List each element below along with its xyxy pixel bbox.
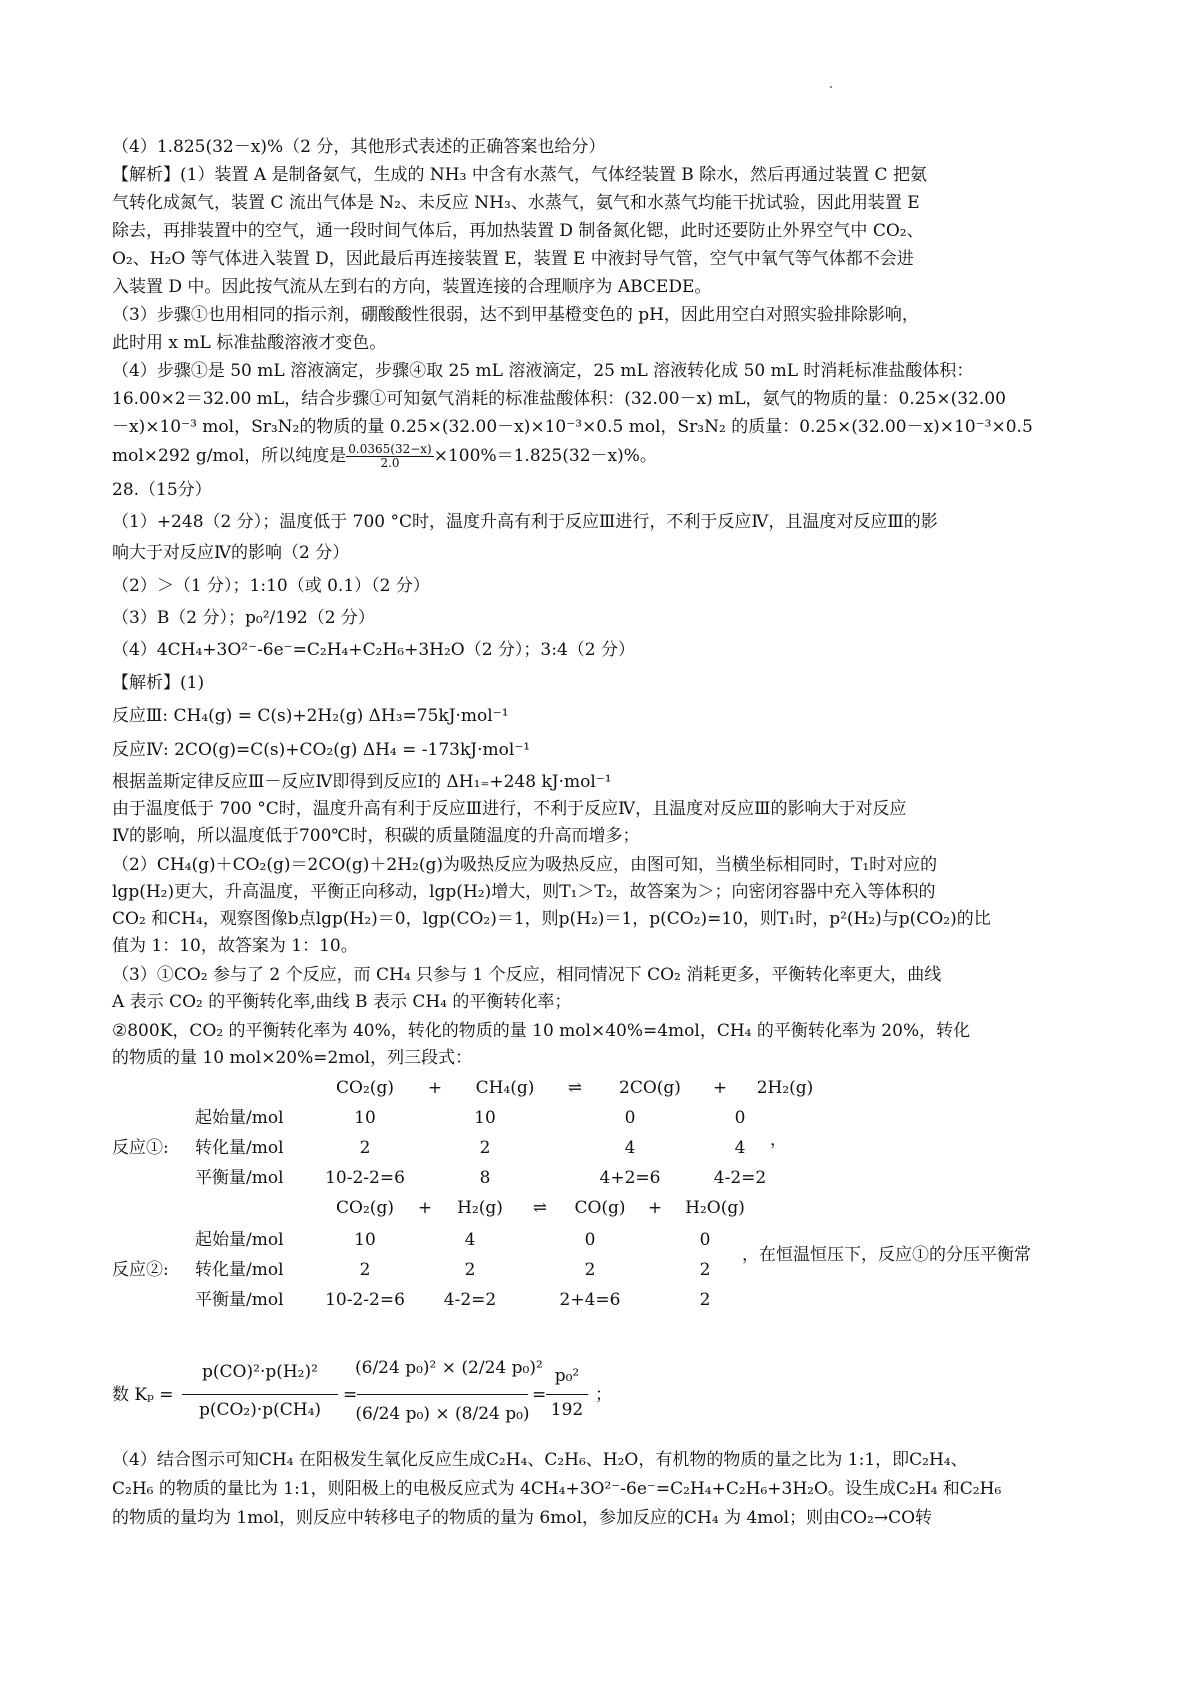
analysis-line: （4）步骤①是 50 mL 溶液滴定，步骤④取 25 mL 溶液滴定，25 mL 溶液转化成 50 mL 时消耗标准盐酸体积： (112, 361, 974, 381)
purity-fraction (346, 443, 433, 470)
analysis-line: （4）结合图示可知CH₄ 在阳极发生氧化反应生成C₂H₄、C₂H₆、H₂O，有机物的物质的量之比为 1:1，即C₂H₄、 (112, 1450, 968, 1470)
table2-trailing-text: ，在恒温恒压下，反应①的分压平衡常 (742, 1245, 1031, 1265)
analysis-line: 由于温度低于 700 °C时，温度升高有利于反应Ⅲ进行，不利于反应Ⅳ，且温度对反应Ⅲ的影响大于对反应 (112, 799, 907, 819)
answer-28-4: （4）4CH₄+3O²⁻-6e⁻=C₂H₄+C₂H₆+3H₂O（2 分）；3:4（2 分） (112, 640, 636, 660)
reaction-label-2: 反应②: (112, 1260, 169, 1280)
table-header-cell: + (712, 1078, 728, 1098)
analysis-line: lgp(H₂)更大，升高温度，平衡正向移动，lgp(H₂)增大，则T₁＞T₂，故答案为＞；向密闭容器中充入等体积的 (112, 882, 936, 902)
table-header-cell: CH₄(g) (475, 1078, 535, 1098)
table-header-cell: CO₂(g) (336, 1198, 394, 1218)
analysis-line: 此时用 x mL 标准盐酸溶液才变色。 (112, 333, 387, 353)
answer-28-1: （1）+248（2 分）；温度低于 700 °C时，温度升高有利于反应Ⅲ进行，不利于反应Ⅳ，且温度对反应Ⅲ的影 (112, 512, 938, 532)
analysis-line: CO₂ 和CH₄，观察图像b点lgp(H₂)＝0，lgp(CO₂)＝1，则p(H₂)＝1，p(CO₂)=10，则T₁时，p²(H₂)与p(CO₂)的比 (112, 909, 991, 929)
table-cell: 4-2=2 (443, 1290, 497, 1310)
table-cell: 0 (624, 1108, 636, 1128)
table-cell: 10 (474, 1108, 496, 1128)
kp-end: ； (595, 1385, 612, 1405)
analysis-line: 【解析】(1）装置 A 是制备氨气，生成的 NH₃ 中含有水蒸气，气体经装置 B 除水，然后再通过装置 C 把氨 (112, 165, 927, 185)
table-header-cell: H₂(g) (457, 1198, 503, 1218)
analysis-line: 的物质的量均为 1mol，则反应中转移电子的物质的量为 6mol，参加反应的CH₄ 为 4mol；则由CO₂→CO转 (112, 1508, 933, 1528)
equals-sign: = (532, 1385, 547, 1405)
analysis-line: （3）①CO₂ 参与了 2 个反应，而 CH₄ 只参与 1 个反应，相同情况下 CO₂ 消耗更多，平衡转化率更大，曲线 (112, 965, 942, 985)
analysis-line: （2）CH₄(g)＋CO₂(g)＝2CO(g)＋2H₂(g)为吸热反应为吸热反应，由图可知，当横坐标相同时，T₁时对应的 (112, 855, 938, 875)
kp-num-2: (6/24 p₀)² × (2/24 p₀)² (355, 1358, 543, 1378)
table-cell: 10 (354, 1230, 376, 1250)
analysis-heading: 【解析】(1) (112, 673, 205, 693)
kp-den-1: p(CO₂)·p(CH₄) (198, 1400, 322, 1420)
fraction-bar (546, 1394, 588, 1395)
table-header-cell: CO₂(g) (336, 1078, 394, 1098)
analysis-line: A 表示 CO₂ 的平衡转化率,曲线 B 表示 CH₄ 的平衡转化率； (112, 992, 572, 1012)
analysis-line: ②800K，CO₂ 的平衡转化率为 40%，转化的物质的量 10 mol×40%=4mol，CH₄ 的平衡转化率为 20%，转化 (112, 1021, 971, 1041)
answer-28-1-cont: 响大于对反应Ⅳ的影响（2 分） (112, 543, 350, 563)
row-label: 转化量/mol (195, 1138, 284, 1158)
table-cell: 0 (584, 1230, 596, 1250)
table-cell: 4 (624, 1138, 636, 1158)
row-label: 平衡量/mol (195, 1168, 284, 1188)
table-cell: 4 (464, 1230, 476, 1250)
table-cell: 2 (699, 1260, 711, 1280)
table-cell: 4-2=2 (713, 1168, 767, 1188)
kp-prefix: 数 Kₚ = (112, 1385, 174, 1405)
question-28-heading: 28.（15分） (112, 480, 212, 500)
fraction-numerator: 0.0365(32−x) (348, 442, 432, 456)
table-header-cell: + (427, 1078, 443, 1098)
analysis-line: 的物质的量 10 mol×20%=2mol，列三段式： (112, 1048, 473, 1068)
row-label: 起始量/mol (195, 1108, 284, 1128)
table-cell: 2 (359, 1138, 371, 1158)
answer-4: （4）1.825(32－x)%（2 分，其他形式表述的正确答案也给分） (112, 137, 606, 157)
purity-result: ×100%＝1.825(32－x)%。 (433, 446, 657, 466)
analysis-line: O₂、H₂O 等气体进入装置 D，因此最后再连接装置 E，装置 E 中液封导气管，空气中氧气等气体都不会进 (112, 249, 914, 269)
kp-den-2: (6/24 p₀) × (8/24 p₀) (355, 1404, 530, 1424)
analysis-line: Ⅳ的影响，所以温度低于700℃时，积碳的质量随温度的升高而增多； (112, 826, 640, 846)
analysis-line: 除去，再排装置中的空气，通一段时间气体后，再加热装置 D 制备氮化锶，此时还要防止外界空气中 CO₂、 (112, 221, 924, 241)
scan-speck (830, 86, 832, 88)
table-cell: 10-2-2=6 (325, 1290, 405, 1310)
kp-num-3: p₀² (554, 1366, 580, 1386)
row-label: 起始量/mol (195, 1230, 284, 1250)
table-header-cell: + (417, 1198, 433, 1218)
analysis-line: C₂H₆ 的物质的量比为 1:1，则阳极上的电极反应式为 4CH₄+3O²⁻-6e⁻=C₂H₄+C₂H₆+3H₂O。设生成C₂H₄ 和C₂H₆ (112, 1479, 1002, 1499)
table-cell: 0 (699, 1230, 711, 1250)
table-cell: 0 (734, 1108, 746, 1128)
fraction-bar (357, 1394, 528, 1395)
analysis-line: 16.00×2＝32.00 mL，结合步骤①可知氨气消耗的标准盐酸体积：(32.00－x) mL，氨气的物质的量：0.25×(32.00 (112, 389, 1006, 409)
table-header-cell: 2CO(g) (619, 1078, 681, 1098)
trailing-comma: ， (770, 1130, 787, 1150)
table-cell: 4 (734, 1138, 746, 1158)
analysis-line: 根据盖斯定律反应Ⅲ－反应Ⅳ即得到反应Ⅰ的 ΔH₁₌+248 kJ·mol⁻¹ (112, 772, 612, 792)
analysis-line: 气转化成氮气，装置 C 流出气体是 N₂、未反应 NH₃、水蒸气，氨气和水蒸气均能干扰试验，因此用装置 E (112, 193, 920, 213)
analysis-line: （3）步骤①也用相同的指示剂，硼酸酸性很弱，达不到甲基橙变色的 pH，因此用空白对照实验排除影响， (112, 305, 919, 325)
purity-text: mol×292 g/mol，所以纯度是 (112, 446, 347, 466)
table-header-cell: H₂O(g) (685, 1198, 745, 1218)
row-label: 平衡量/mol (195, 1290, 284, 1310)
table-cell: 10 (354, 1108, 376, 1128)
table-cell: 2+4=6 (559, 1290, 621, 1310)
analysis-line: 值为 1：10，故答案为 1：10。 (112, 936, 358, 956)
table-cell: 2 (479, 1138, 491, 1158)
table-header-cell: + (647, 1198, 663, 1218)
fraction-denominator: 2.0 (380, 456, 400, 470)
analysis-line: －x)×10⁻³ mol，Sr₃N₂的物质的量 0.25×(32.00－x)×10⁻³×0.5 mol，Sr₃N₂ 的质量：0.25×(32.00－x)×10⁻³×0.5 (112, 417, 1033, 437)
kp-num-1: p(CO)²·p(H₂)² (202, 1362, 318, 1382)
equilibrium-arrow: ⇌ (567, 1078, 583, 1098)
reaction-label-1: 反应①: (112, 1138, 169, 1158)
reaction-3: 反应Ⅲ: CH₄(g) = C(s)+2H₂(g) ΔH₃=75kJ·mol⁻¹ (112, 706, 509, 726)
table-cell: 2 (699, 1290, 711, 1310)
fraction-bar (182, 1394, 338, 1395)
answer-28-3: （3）B（2 分）；p₀²/192（2 分） (112, 608, 375, 628)
reaction-4: 反应Ⅳ: 2CO(g)=C(s)+CO₂(g) ΔH₄ = -173kJ·mol⁻¹ (112, 740, 531, 760)
equals-sign: = (343, 1385, 358, 1405)
table-cell: 4+2=6 (599, 1168, 661, 1188)
table-cell: 2 (359, 1260, 371, 1280)
row-label: 转化量/mol (195, 1260, 284, 1280)
table-header-cell: 2H₂(g) (756, 1078, 814, 1098)
table-cell: 8 (479, 1168, 491, 1188)
kp-den-3: 192 (550, 1400, 584, 1420)
table-header-cell: CO(g) (574, 1198, 626, 1218)
table-cell: 2 (584, 1260, 596, 1280)
table-cell: 2 (464, 1260, 476, 1280)
table-cell: 10-2-2=6 (325, 1168, 405, 1188)
answer-28-2: （2）＞（1 分）；1:10（或 0.1）（2 分） (112, 576, 430, 596)
analysis-line: 入装置 D 中。因此按气流从左到右的方向，装置连接的合理顺序为 ABCEDE。 (112, 277, 712, 297)
purity-line (112, 443, 1102, 470)
equilibrium-arrow: ⇌ (532, 1198, 548, 1218)
